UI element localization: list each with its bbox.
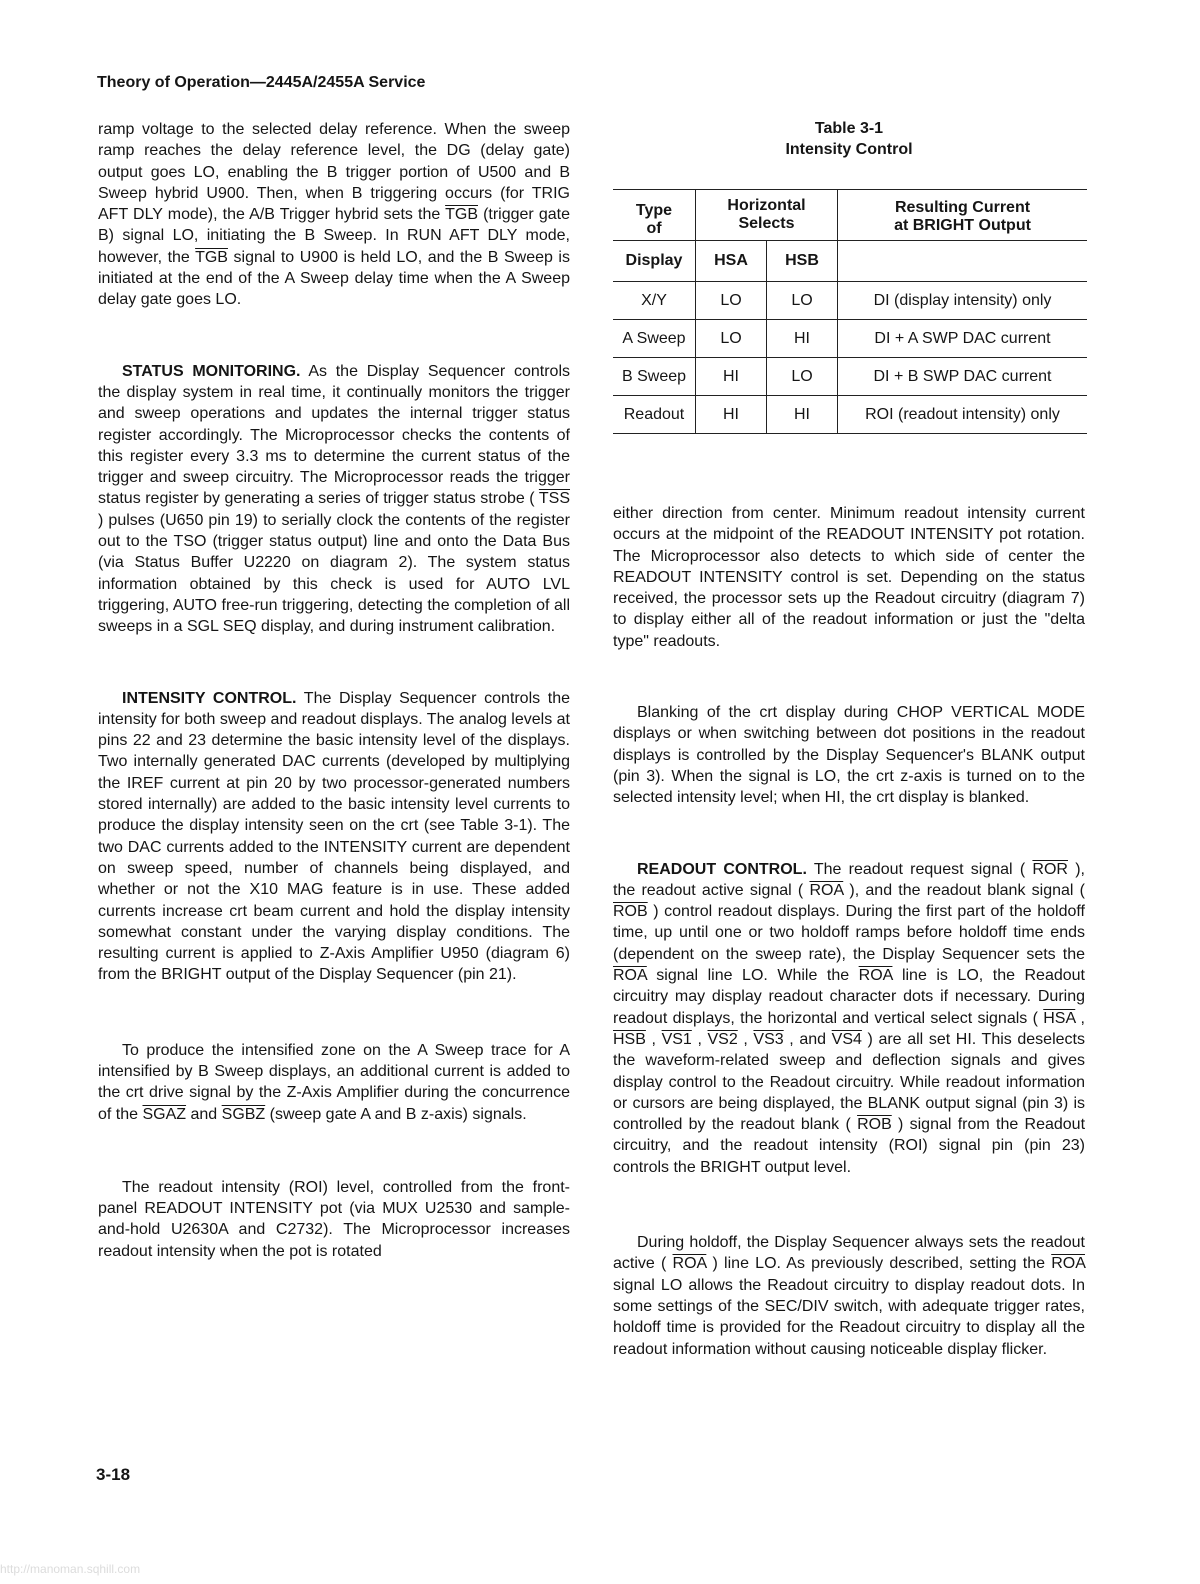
table-title: Intensity Control xyxy=(785,141,913,158)
intensity-control-table xyxy=(613,189,1087,434)
paragraph-status-monitoring: STATUS MONITORING. As the Display Sequencer controls the display system in real time, it continually monitors the trigger and sweep operations and updates the internal trigger status register accordingly. The Microprocessor checks the contents of this register every 3.3 ms to determine the current status of the trigger and sweep circuitry. The Microprocessor reads the trigger status register by generating a series of trigger status strobe ( $\overline{TSS}$ ) pulses (U650 pin 19) to serially clock the contents of the register out to the TSO (trigger status output) line and onto the Data Bus (via Status Buffer U2220 on diagram 2). The system status information obtained by this check is used for AUTO LVL triggering, AUTO free-run triggering, detecting the completion of all sweeps in a SGL SEQ display, and during instrument calibration. xyxy=(98,362,570,636)
header-hsa: HSA xyxy=(696,241,767,282)
table-row: Readout HI HI ROI (readout intensity) only xyxy=(613,396,1087,434)
paragraph-readout-intensity: The readout intensity (ROI) level, controlled from the front-panel READOUT INTENSITY pot (via MUX U2530 and sample-and-hold U2630A and C2732). The Microprocessor increases readout intensity when the pot is rotated xyxy=(98,1178,570,1260)
header-resulting-current: Resulting Current at BRIGHT Output xyxy=(838,190,1088,241)
heading-status-monitoring: STATUS MONITORING. xyxy=(122,362,301,380)
paragraph-delay-gate: ramp voltage to the selected delay reference. When the sweep ramp reaches the delay reference level, the DG (delay gate) output goes LO, enabling the B trigger portion of U500 and B Sweep hybrid U900. Then, when B triggering occurs (for TRIG AFT DLY mode), the A/B Trigger hybrid sets the $\overline{TGB}$ (trigger gate B) signal LO, initiating the B Sweep. In RUN AFT DLY mode, however, the $\overline{TGB}$ signal to U900 is held LO, and the B Sweep is initiated at the end of the A Sweep delay time when the A Sweep delay gate goes LO. xyxy=(98,121,571,309)
watermark-url: http://manoman.sqhill.com xyxy=(0,1562,141,1576)
page-header: Theory of Operation—2445A/2455A Service xyxy=(97,74,426,91)
table-number: Table 3-1 xyxy=(814,120,884,137)
right-column xyxy=(613,503,1085,1360)
paragraph-readout-control: READOUT CONTROL. The readout request signal ( $\overline{ROR}$ ), the readout active signal ( $\overline{ROA}$ ), and the readout blank signal ( $\overline{ROB}$ ) control readout displays. During the first part of the holdoff time, up until one or two holdoff ramps before holdoff time ends (dependent on the sweep rate), the Display Sequencer sets the $\overline{ROA}$ signal line LO. While the $\overline{ROA}$ line is LO, the Readout circuitry may display readout character dots if necessary. During readout displays, the horizontal and vertical select signals ( $\overline{HSA}$ , $\overline{HSB}$ , VS1 , VS2 , VS3 , and VS4 ) are all set HI. This deselects the waveform-related sweep and deflection signals and gives display control to the Readout circuitry. While readout information or cursors are being displayed, the BLANK output signal (pin 3) is controlled by the readout blank ( $\overline{ROB}$ ) signal from the Readout circuitry, and the readout intensity (ROI) signal pin (pin 23) controls the BRIGHT output level. xyxy=(613,860,1086,1176)
table-row: B Sweep HI LO DI + B SWP DAC current xyxy=(613,358,1087,396)
heading-intensity-control: INTENSITY CONTROL. xyxy=(122,689,297,707)
header-display: Display xyxy=(613,241,696,282)
paragraph-intensified-zone: To produce the intensified zone on the A Sweep trace for A intensified by B Sweep displays, an additional current is added to the crt drive signal by the Z-Axis Amplifier during the concurrence of the SGAZ and SGBZ (sweep gate A and B z-axis) signals. xyxy=(98,1041,570,1123)
header-result-spacer xyxy=(838,241,1088,282)
header-type: Type of xyxy=(613,190,696,241)
paragraph-readout-intensity-cont: either direction from center. Minimum readout intensity current occurs at the midpoint of the READOUT INTENSITY pot rotation. The Microprocessor also detects to which side of center the READOUT INTENSITY control is set. Depending on the status received, the processor sets up the Readout circuitry (diagram 7) to display either all of the readout information or just the "delta type" readouts. xyxy=(613,505,1085,650)
paragraph-intensity-control: INTENSITY CONTROL. The Display Sequencer controls the intensity for both sweep and readout displays. The analog levels at pins 22 and 23 determine the basic intensity level of the displays. Two internally generated DAC currents (developed by multiplying the IREF current at pin 20 by two processor-generated numbers stored internally) are added to the basic intensity level currents to produce the display intensity seen on the crt (see Table 3-1). The two DAC currents added to the INTENSITY current are dependent on sweep speed, number of channels being displayed, and whether or not the X10 MAG feature is in use. These added currents increase crt beam current and hold the display intensity somewhat constant under the varying display conditions. The resulting current is applied to Z-Axis Amplifier U950 (diagram 6) from the BRIGHT output of the Display Sequencer (pin 21). xyxy=(98,689,571,984)
paragraph-blanking: Blanking of the crt display during CHOP VERTICAL MODE displays or when switching between dot positions in the readout displays is controlled by the Display Sequencer's BLANK output (pin 3). When the signal is LO, the crt z-axis is turned on to the selected intensity level; when HI, the crt display is blanked. xyxy=(613,704,1085,807)
heading-readout-control: READOUT CONTROL. xyxy=(637,860,807,878)
left-column xyxy=(98,119,570,1262)
header-horizontal-selects: Horizontal Selects xyxy=(696,190,838,241)
table-caption xyxy=(613,118,1085,160)
paragraph-holdoff: During holdoff, the Display Sequencer always sets the readout active ( $\overline{ROA}$ ) line LO. As previously described, setting the $\overline{ROA}$ signal LO allows the Readout circuitry to display readout dots. In some settings of the SEC/DIV switch, with adequate trigger rates, holdoff time is provided for the Readout circuitry to display all the readout information without causing noticeable display flicker. xyxy=(613,1234,1085,1358)
table-row: X/Y LO LO DI (display intensity) only xyxy=(613,282,1087,320)
page-number: 3-18 xyxy=(96,1465,131,1484)
table-row: A Sweep LO HI DI + A SWP DAC current xyxy=(613,320,1087,358)
header-hsb: HSB xyxy=(767,241,838,282)
